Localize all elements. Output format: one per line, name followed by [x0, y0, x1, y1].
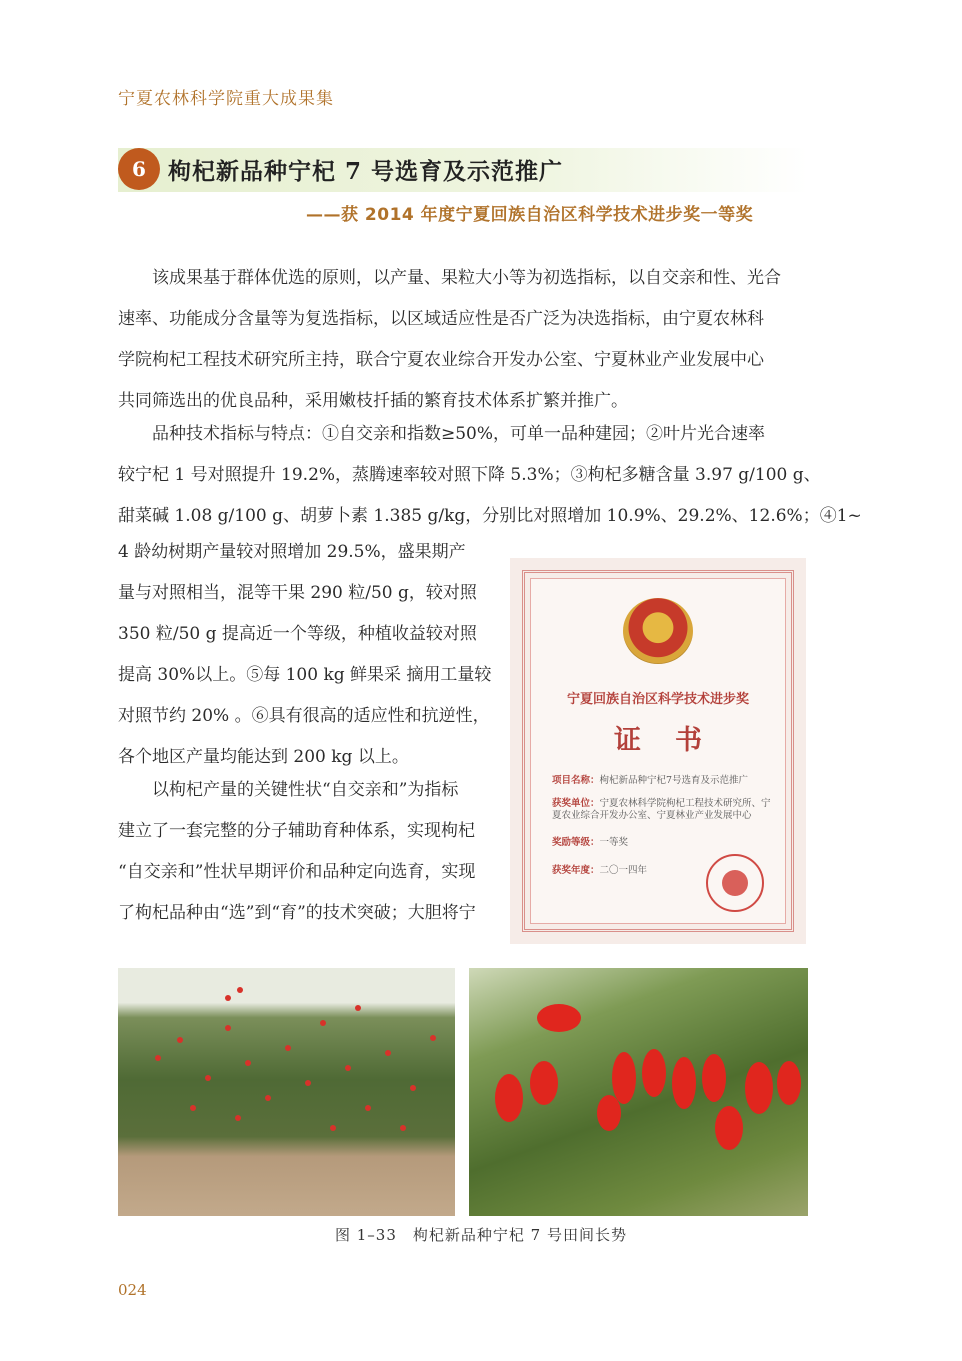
text-line: 建立了一套完整的分子辅助育种体系，实现枸杞 [118, 821, 475, 841]
goji-berries-illustration [469, 968, 808, 1216]
book-header: 宁夏农林科学院重大成果集 [118, 89, 334, 109]
row-label: 获奖单位： [552, 798, 600, 809]
text-line: 品种技术指标与特点：①自交亲和指数≥50%，可单一品种建园；②叶片光合速率 [118, 424, 766, 444]
section-subtitle: ——获 2014 年度宁夏回族自治区科学技术进步奖一等奖 [306, 205, 754, 225]
section-number: 6 [118, 148, 160, 190]
text-line: 该成果基于群体优选的原则，以产量、果粒大小等为初选指标，以自交亲和性、光合 [118, 268, 781, 288]
page-number: 024 [118, 1281, 147, 1299]
text-line: 以枸杞产量的关键性状“自交亲和”为指标 [118, 780, 459, 800]
text-line: 了枸杞品种由“选”到“育”的技术突破；大胆将宁 [118, 903, 476, 923]
goji-field-photo [118, 968, 455, 1216]
row-value: 宁夏农林科学院枸杞工程技术研究所、宁夏农业综合开发办公室、宁夏林业产业发展中心 [552, 798, 771, 821]
paragraph-2-continued [118, 532, 503, 778]
certificate-row [552, 772, 748, 786]
row-label: 获奖年度： [552, 865, 600, 876]
certificate-title: 证书 [614, 725, 736, 756]
goji-bush-illustration [118, 968, 455, 1216]
certificate-row [552, 834, 628, 848]
row-value: 枸杞新品种宁杞7号选育及示范推广 [599, 775, 749, 786]
row-label: 项目名称： [552, 775, 600, 786]
official-seal-icon [706, 854, 764, 912]
text-line: 各个地区产量均能达到 200 kg 以上。 [118, 747, 409, 767]
section-title: 枸杞新品种宁杞 7 号选育及示范推广 [168, 158, 564, 185]
certificate-row [552, 862, 647, 876]
row-label: 奖励等级： [552, 837, 600, 848]
text-line: 甜菜碱 1.08 g/100 g、胡萝卜素 1.385 g/kg，分别比对照增加 10.9%、29.2%、12.6%；④1~ [118, 506, 862, 526]
paragraph-3 [118, 770, 503, 934]
certificate-row [552, 798, 772, 822]
text-line: 350 粒/50 g 提高近一个等级，种植收益较对照 [118, 624, 477, 644]
text-line: 共同筛选出的优良品种，采用嫩枝扦插的繁育技术体系扩繁并推广。 [118, 391, 628, 411]
row-value: 二〇一四年 [599, 865, 648, 876]
figure-caption: 图 1–33 枸杞新品种宁杞 7 号田间长势 [335, 1226, 627, 1244]
text-line: 较宁杞 1 号对照提升 19.2%，蒸腾速率较对照下降 5.3%；③枸杞多糖含量 3.97 g/100 g、 [118, 465, 821, 485]
paragraph-1 [118, 258, 810, 422]
certificate-org: 宁夏回族自治区科学技术进步奖 [566, 692, 749, 707]
text-line: 4 龄幼树期产量较对照增加 29.5%，盛果期产 [118, 542, 466, 562]
national-emblem-icon [623, 598, 693, 664]
award-certificate-image [510, 558, 806, 944]
text-line: 学院枸杞工程技术研究所主持，联合宁夏农业综合开发办公室、宁夏林业产业发展中心 [118, 350, 764, 370]
text-line: 对照节约 20% 。⑥具有很高的适应性和抗逆性， [118, 706, 490, 726]
text-line: 速率、功能成分含量等为复选指标，以区域适应性是否广泛为决选指标，由宁夏农林科 [118, 309, 764, 329]
seal-emblem [722, 870, 748, 896]
paragraph-2 [118, 414, 862, 537]
text-line: “自交亲和”性状早期评价和品种定向选育，实现 [118, 862, 476, 882]
text-line: 提高 30%以上。⑤每 100 kg 鲜果采 摘用工量较 [118, 665, 492, 685]
row-value: 一等奖 [599, 837, 629, 848]
text-line: 量与对照相当，混等干果 290 粒/50 g，较对照 [118, 583, 477, 603]
goji-berries-closeup-photo [469, 968, 808, 1216]
